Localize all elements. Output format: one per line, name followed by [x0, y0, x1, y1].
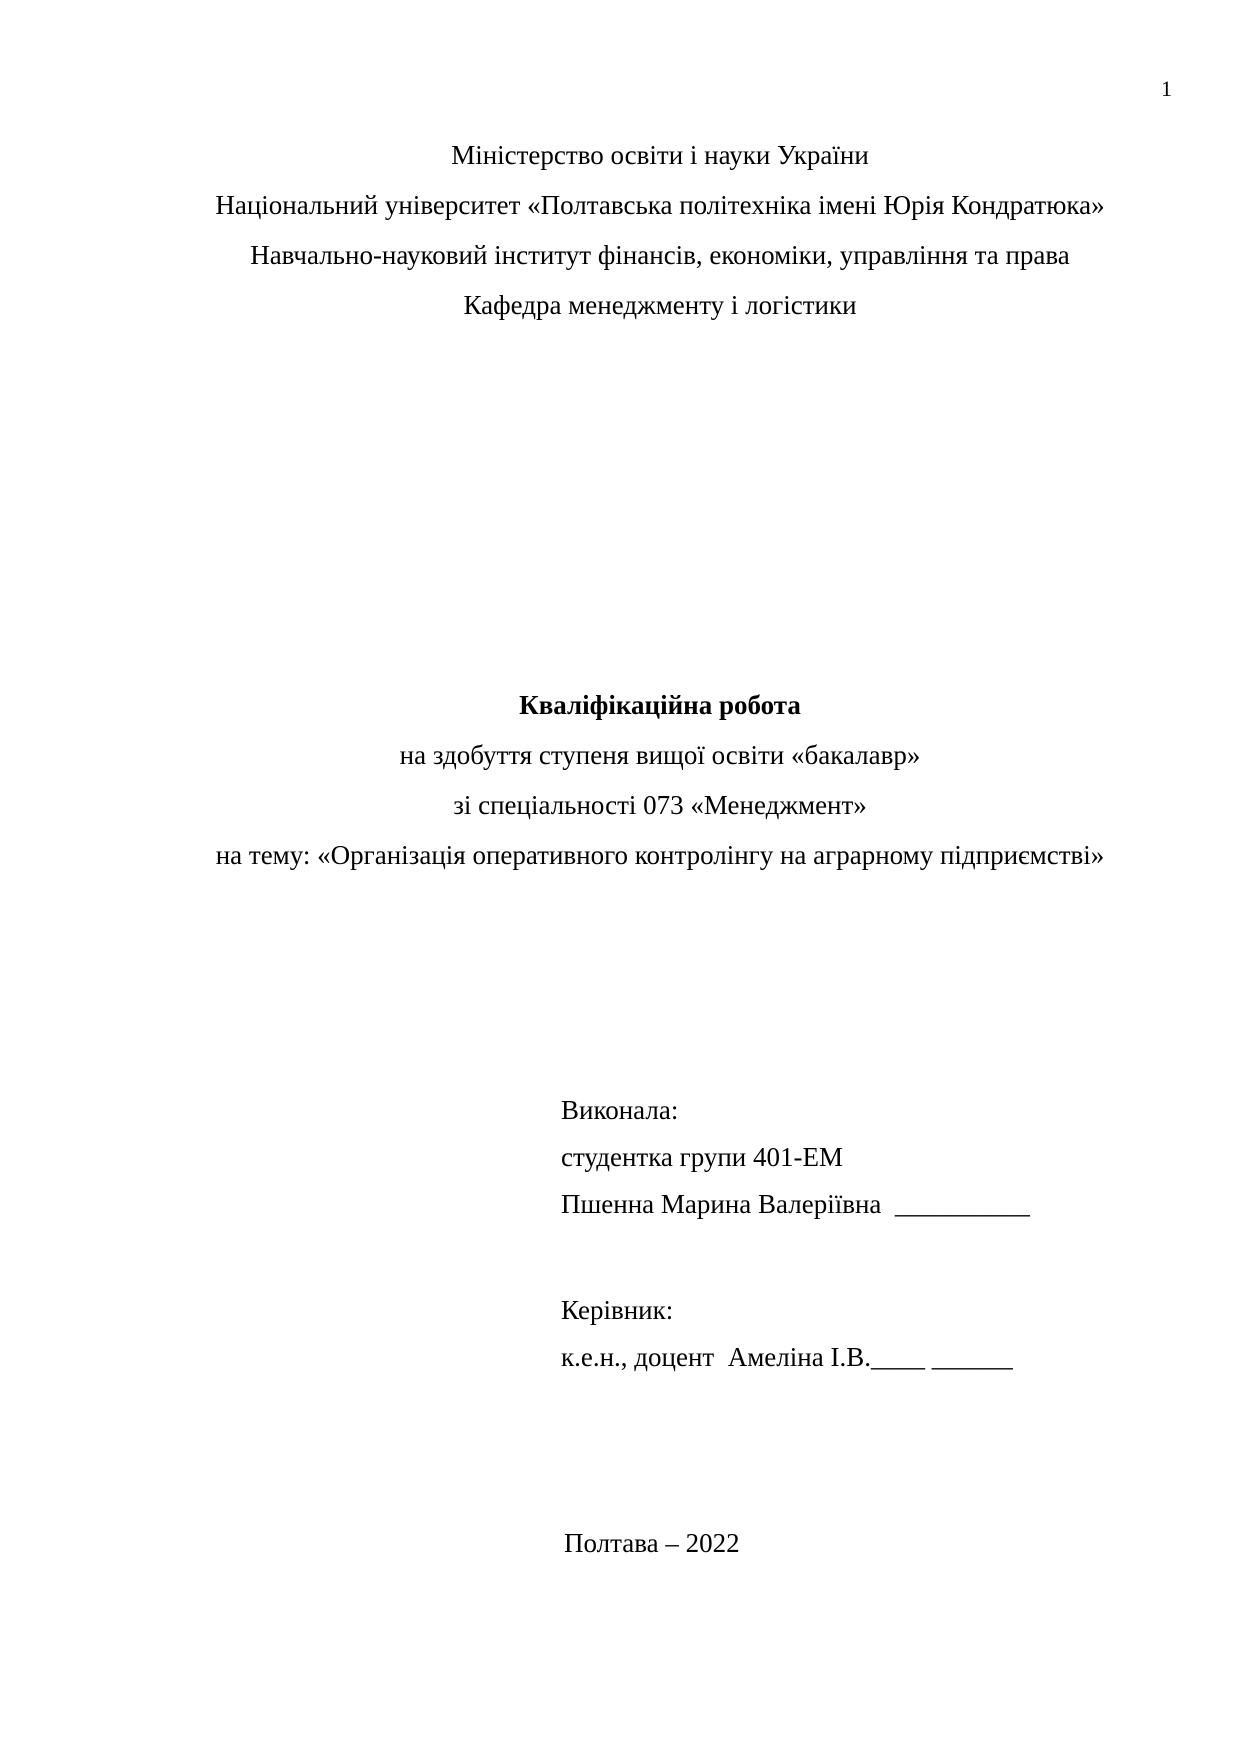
supervisor-label: Керівник:	[561, 1295, 674, 1325]
supervisor-name-signature: к.е.н., доцент Амеліна І.В.____ ______	[561, 1342, 1013, 1372]
ministry-name: Міністерство освіти і науки України	[451, 140, 869, 170]
author-block	[561, 1087, 1030, 1228]
work-title: Кваліфікаційна робота	[519, 690, 801, 720]
page-number: 1	[1161, 76, 1172, 101]
author-name-signature: Пшенна Марина Валеріївна __________	[561, 1189, 1030, 1219]
institution-header	[0, 130, 1240, 330]
department-name: Кафедра менеджменту і логістики	[463, 290, 857, 320]
university-name: Національний університет «Полтавська політехніка імені Юрія Кондратюка»	[215, 190, 1105, 220]
specialty-line: зі спеціальності 073 «Менеджмент»	[453, 790, 867, 820]
author-group: студентка групи 401-ЕМ	[561, 1142, 843, 1172]
degree-line: на здобуття ступеня вищої освіти «бакалавр»	[399, 740, 921, 770]
city-year: Полтава – 2022	[564, 1528, 740, 1558]
author-label: Виконала:	[561, 1095, 679, 1125]
supervisor-block	[561, 1287, 1013, 1381]
work-title-block	[0, 680, 1240, 880]
institute-name: Навчально-науковий інститут фінансів, економіки, управління та права	[250, 240, 1070, 270]
topic-line: на тему: «Організація оперативного контролінгу на аграрному підприємстві»	[215, 840, 1105, 870]
